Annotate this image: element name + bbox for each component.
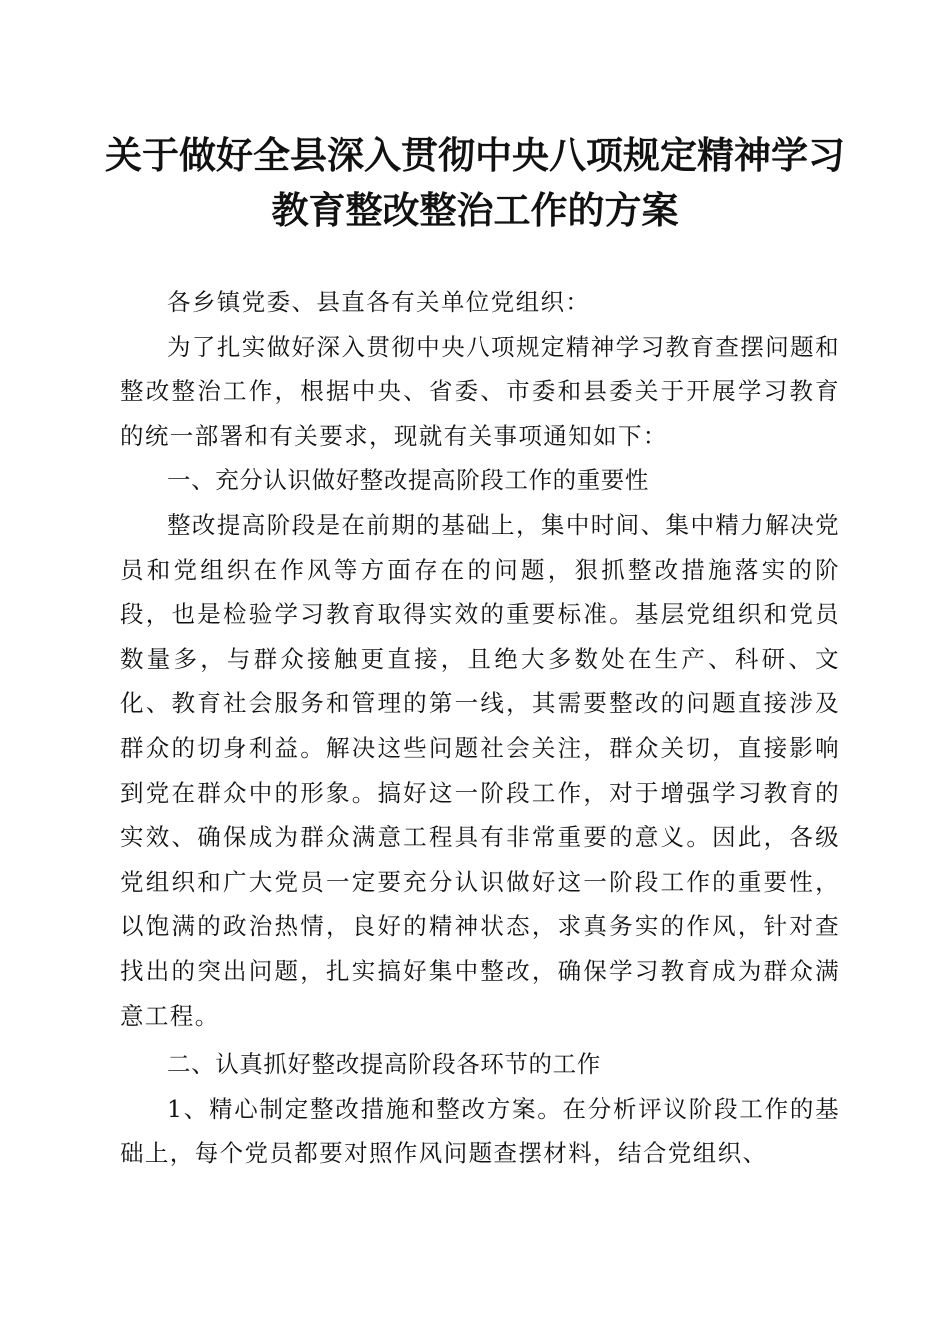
intro-paragraph: 为了扎实做好深入贯彻中央八项规定精神学习教育查摆问题和整改整治工作，根据中央、省委、市委和县委关于开展学习教育的统一部署和有关要求，现就有关事项通知如下：	[120, 332, 840, 450]
section-2-heading: 二、认真抓好整改提高阶段各环节的工作	[167, 1050, 601, 1079]
section-2-item-1-paragraph: 1、精心制定整改措施和整改方案。在分析评议阶段工作的基础上，每个党员都要对照作风问题查摆材料，结合党组织、	[120, 1094, 840, 1168]
document-title	[100, 128, 850, 238]
title-line-2: 教育整改整治工作的方案	[271, 188, 679, 232]
document-body	[120, 280, 840, 1176]
section-1-heading: 一、充分认识做好整改提高阶段工作的重要性	[167, 466, 649, 495]
section-1-paragraph: 整改提高阶段是在前期的基础上，集中时间、集中精力解决党员和党组织在作风等方面存在的问题，狠抓整改措施落实的阶段，也是检验学习教育取得实效的重要标准。基层党组织和党员数量多，与群众接触更直接，且绝大多数处在生产、科研、文化、教育社会服务和管理的第一线，其需要整改的问题直接涉及群众的切身利益。解决这些问题社会关注，群众关切，直接影响到党在群众中的形象。搞好这一阶段工作，对于增强学习教育的实效、确保成为群众满意工程具有非常重要的意义。因此，各级党组织和广大党员一定要充分认识做好这一阶段工作的重要性，以饱满的政治热情，良好的精神状态，求真务实的作风，针对查找出的突出问题，扎实搞好集中整改，确保学习教育成为群众满意工程。	[120, 510, 840, 1030]
title-line-1: 关于做好全县深入贯彻中央八项规定精神学习	[105, 133, 845, 177]
salutation-paragraph: 各乡镇党委、县直各有关单位党组织：	[167, 288, 591, 316]
